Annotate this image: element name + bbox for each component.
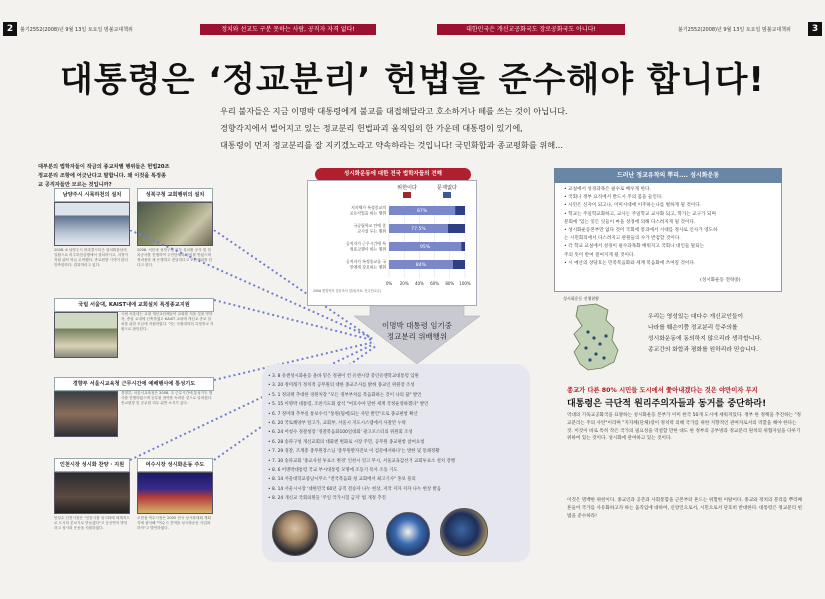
box-snu-title: 국립 서울대, KAIST내에 교회설치 특정종교지원 bbox=[54, 298, 214, 312]
right-red-line: 종교가 다른 80% 시민들 도시에서 쫓아내겠다는 것은 야만이자 무지 bbox=[567, 387, 758, 394]
legend-swatch-2 bbox=[443, 192, 451, 198]
photo-namyangju bbox=[54, 202, 130, 246]
intro-line-2: 경향각지에서 벌어지고 있는 정교분리 헌법파괴 움직임의 한 가운데 대통령이 있기에, bbox=[220, 123, 523, 133]
legend-series-2: 문제없다 bbox=[436, 185, 458, 191]
x-tick-label: 20% bbox=[399, 281, 409, 286]
violation-item: • 3. 20 정미래가 정치적 공무원의 대한 종교조사를 밝혀 종교인 위원장 조성 bbox=[268, 383, 415, 389]
box-education-title: 경향부 서울시교육청 근무시간에 예배행사에 통성기도 bbox=[54, 377, 214, 391]
rootbox-bullets bbox=[564, 186, 776, 268]
category-label: 국공립학교 안에 종 bbox=[353, 223, 386, 228]
connector-line-3 bbox=[214, 300, 372, 340]
left-question: 대부분의 법학자들이 작금의 종교차별 행위들은 헌법20조 정교분리 조항에 어긋난다고 말합니다. 왜 이것을 특정종교 공직자들만 모르는 것입니까? bbox=[38, 164, 170, 188]
right-paragraph-2: 이것은 명백한 위헌이다. 종교인과 공존과 사회통합을 근본부터 흔드는 위험한 이탈이다. 종교와 정치의 분리를 뿌리째 흔들어 국가를 사유화하고자 하는 움직임에 대하여, 신앙인으로서, 시민으로서 단호히 반대한다. 대통령은 정교분리 헌법을 준수하라! bbox=[567, 498, 802, 519]
violation-item: • 6. 24 어청수 경찰청장 '경찰복음화100일대회' 광고포스터의 위원회 조성 bbox=[268, 430, 413, 436]
photo-snu bbox=[54, 312, 118, 358]
arrow-caption bbox=[352, 320, 482, 342]
violation-item: • 8. 14 서울대학교중남시무소 "전국복음화 청 교회에서 최고기사" 홍보 물의 bbox=[268, 477, 416, 483]
data-label: 77.5% bbox=[411, 227, 426, 233]
page-number-left: 2 bbox=[3, 22, 17, 36]
photo-incheon bbox=[54, 472, 130, 514]
box-seongbuk-text: 2008. 서문과 성북구청 일부 설치환 공사 및 설치공사를 진행하여 주민단체의 항의를 받았으며 정비용한 세 은행하고 전달하다고 모금행위를 한다고 한다. bbox=[137, 248, 213, 267]
x-tick-label: 0% bbox=[385, 281, 393, 286]
violation-item: • 5. 15 이명박 대통령, 조찬기도회 참석 "여호수아 말한 세계 국정운영하겠다" 발언 bbox=[268, 402, 429, 408]
rootbox-bullet: • 국회나 정부 요직에서 반드시 주의 몸을 들인다. bbox=[564, 195, 663, 201]
bar-no-problem bbox=[455, 206, 465, 215]
banner-left: 정치와 선교도 구분 못하는 사람, 공직자 자격 없다! bbox=[200, 24, 376, 35]
banner-right: 대한민국은 개신교공화국도 장로공화국도 아니다! bbox=[437, 24, 625, 35]
category-label: 공동사업을 하는 행위 bbox=[349, 210, 386, 216]
intro-line-3: 대통령이 먼저 정교분리를 잘 지키겠노라고 약속하라는 것입니다! 국민화합과 종교평화를 위해... bbox=[220, 140, 563, 150]
box-seongbuk-title: 성북구청 교회행위의 설치 bbox=[137, 188, 213, 202]
right-headline: 대통령은 극단적 원리주의자들과 동거를 중단하라! bbox=[567, 399, 767, 409]
map-label: 성시화운동 진행현황 bbox=[563, 296, 600, 301]
rootbox-bullet: • 시민은 신자이 되고나, 이미시대에 이주하는나를 벌하게 될 것이다. bbox=[564, 203, 702, 209]
arrow-caption-line-2: 정교분리 위배행위 bbox=[386, 332, 448, 341]
data-label: 84% bbox=[415, 263, 427, 269]
violation-item: • 7. 30 송파교회 '종교사설 투표소 변경' 인천시 연고 무시, 서울교육감선거 교회투표소 설치 강행 bbox=[268, 458, 456, 464]
rootbox-bullet: • 교실에서 성경과목은 필수로 배우게 한다. bbox=[564, 187, 651, 192]
map-statement bbox=[648, 312, 808, 356]
photo-education bbox=[54, 391, 118, 437]
box-yeosu-title: 여수시장 성시화운동 주도 bbox=[137, 458, 213, 472]
photo-circle-1 bbox=[272, 510, 318, 556]
category-label: 공직자가 근무시간에 특 bbox=[345, 241, 386, 246]
violation-item: • 7. 29 경찰, 조계총 총무원장스님 '총무원발자진보 이 검문에서하다'는 방한 및 봉쇄정황 bbox=[268, 449, 440, 455]
x-tick-label: 40% bbox=[414, 281, 424, 286]
violation-item: • 8. 6 어명박대통령 국교 부시대통령 모명에 조동기 폭사 조동 기도 bbox=[268, 468, 398, 474]
violation-item: • 3. 8 유엔성시화운동 올바 밑은 정권이 컨 유엔시장 증인유엔학교대통령 입원 bbox=[268, 374, 419, 379]
map-statement-line-1: 우리는 영성있는 대다수 개신교인들이 bbox=[648, 314, 744, 320]
issue-line-left: 불기2552(2008)년 9월 13일 토요일 범불교대책위 bbox=[20, 27, 133, 33]
right-paragraph-1: 역대의 기독교공화국을 표방하는 성시화운동 본부가 이미 한국 50개 도시에 세워져있다. 정부 한 정책을 추진하는 "정교분리는 주의 사탄"이라며 "지자체(단체)장이 정치력 의해 국가를 위한 지향적인 관여자로서의 역할을 해야 한다는 것. 이것이 바로 특히 작은 국가의 필요성을 역설할 만한 대도 한 정부의 공부방과 정교분리 원칙의 위협자일을 다루기 위하여 있는 것이다. 성시화에 관여하고 있는 것이다. bbox=[567, 413, 801, 442]
violation-item: • 6. 28 송파구청 개신교회의 대화엔 변화로 시장 주민, 공무원 종교편항 참여요청 bbox=[268, 439, 425, 445]
x-tick-label: 100% bbox=[459, 281, 471, 286]
x-tick-label: 80% bbox=[445, 281, 455, 286]
violation-item: • 8. 14 서울시시장 '대한민국 60년 공직 전승자 나누 현상, 저작 저자 저자 나누 현상 발음 bbox=[268, 486, 441, 492]
rootbox-source: (성시화운동 전략중) bbox=[700, 278, 741, 283]
data-label: 87% bbox=[416, 209, 428, 215]
arrow-caption-line-1: 이명박 대통령 임기중 bbox=[382, 321, 452, 330]
category-label: 지자체가 특정종교의 bbox=[350, 205, 386, 210]
rootbox-bullet: 주의 뜻이 반여 걸여지게 될 것이다. bbox=[564, 252, 635, 258]
rootbox-bullet: • 학교는 주일학교화하고, 교사는 주일학교 교사화 되고, 학가는 교구가 되며 bbox=[564, 211, 716, 217]
box-namyangju-text: 2008. 6 남양주시 미라클시티즌 설치확을남의 일환으로 어주하천실행에서 설치하시고, 지정이 직원 위탁 학급 수여했다. 종교편향 시각이 많다 망측함하다. 결과하리고 있다. bbox=[54, 248, 128, 267]
chart-note: 2008 범법학자 설문조사 결과(자료: 전국민교수) bbox=[313, 289, 382, 293]
x-tick-label: 60% bbox=[430, 281, 440, 286]
violation-item: • 6. 7 정미래 추부실 통보수석 "통원(팀에)되는 사탄 발언"으로 종교편항 확산 bbox=[268, 411, 418, 417]
rootbox-title: 드러난 정교유착의 뿌리.... 성시화운동 bbox=[554, 168, 782, 183]
bar-chart bbox=[307, 182, 477, 306]
box-incheon-text: 안상수 인천시장은 "인천시를 성시화에 세계적으로 도시의 본보기로 만들겠다"고 공공연히 발언하고 성시화 운동을 지원하였다. bbox=[54, 516, 130, 530]
rootbox-bullet: • 성시화운동본부만 없다 것이 국회에 통과에서 시대를 정사로 인사가 영도하 bbox=[564, 228, 718, 234]
headline: 대통령은 ‘정교분리’ 헌법을 준수해야 합니다! bbox=[60, 60, 765, 100]
legend-swatch-1 bbox=[403, 192, 411, 198]
category-label: 정종교행사 하는 행위 bbox=[349, 246, 386, 252]
photo-circle-2 bbox=[328, 512, 374, 558]
bar-no-problem bbox=[461, 242, 465, 251]
page-number-right: 3 bbox=[808, 22, 822, 36]
rootbox-bullet: 분회에 '있는 잇든 잇들이 마을 성경에 의해 다스려지게 될 것이다. bbox=[564, 219, 696, 225]
map-statement-line-2: 나라를 훼손이쯤 정교분리 등주의를 bbox=[648, 325, 738, 331]
chart-title: 성시화운동에 대한 전국 법학자들의 견해 bbox=[315, 168, 471, 181]
rootbox-bullet: 는 시민회의에서 다스려지고 관원들의 수가 반감할 것이다. bbox=[564, 236, 681, 242]
box-education-text: 경향부, 서울시교육청은 2008. 초 근무시간에 통성기도 행사를 진행하였으며 공무원 참여를 독려한 것으로 알려졌다. 종교편향 및 공무원 의무 위반 소지가 있다. bbox=[121, 391, 213, 405]
violations-list bbox=[268, 372, 524, 504]
photo-circle-3 bbox=[386, 512, 430, 556]
data-label: 95% bbox=[419, 245, 431, 251]
category-label: 교시설 두는 행위 bbox=[357, 228, 386, 234]
intro-line-1: 우리 불자들은 지금 이명박 대통령에게 불교를 대접해달라고 호소하거나 떼를 쓰는 것이 아닙니다. bbox=[220, 106, 568, 116]
map-statement-line-4: 종교간의 화합과 평화를 원하리라 믿습니다. bbox=[648, 347, 759, 353]
violation-item: • 5. 1 정의택 추대한 경원처장 "모든 정부부처를 복음화하는 것이 나의 꿈" 발언 bbox=[268, 392, 422, 398]
issue-line-right: 불기2552(2008)년 9월 13일 토요일 범불교대책위 bbox=[678, 27, 791, 33]
intro-text bbox=[220, 103, 700, 154]
violation-item: • 8. 24 개신교 국회의원들 '주일 국가시험 금지' 법 개정 추진 bbox=[268, 496, 386, 502]
legend-series-1: 위헌이다 bbox=[396, 185, 418, 191]
box-snu-text: 국립 서울대는 교내 개신교단체들이 교회를 지을 것을 약하자, 중앙 교내에 신축하였고 KAIST 교내에 개신교 종교 설치를 위한 모금에 지원하였다. 이는 국립대학의 특정종교 지원으로 판단된다. bbox=[121, 312, 214, 331]
bar-no-problem bbox=[453, 260, 465, 269]
bar-no-problem bbox=[448, 224, 465, 233]
map-statement-line-3: 성시화운동에 동의하지 않으리라 생각합니다. bbox=[648, 336, 762, 342]
rootbox-bullet: • 시 예산의 상당호는 민족복음화와 세계 복음화에 쓰여질 것이다. bbox=[564, 260, 696, 266]
box-namyangju-title: 남양주시 시목하천의 설치 bbox=[54, 188, 130, 202]
korea-map bbox=[556, 302, 636, 374]
photo-circle-4 bbox=[440, 508, 488, 556]
category-label: 공직자가 특정종교를 국 bbox=[345, 259, 386, 264]
category-label: 민에게 강요하는 행위 bbox=[349, 264, 386, 270]
rootbox-bullet: • 각 학교 교실에서 성경이 필수과목화 배워지고 국회나 대인들 말되는 bbox=[564, 244, 705, 250]
violation-item: • 6. 20 국토해양부 알고가, 교회부, 서울시 지도시스템에서 사찰만 누락 bbox=[268, 421, 406, 427]
box-yeosu-text: 오현섭 여수시장은 2005 전국 성시화대회 개회식에 참석해 "여수시 전역을 성시화운동 사업화하자"고 발언하였다. bbox=[137, 516, 211, 530]
box-incheon-title: 인천시장 성시화 찬양 · 지원 bbox=[54, 458, 130, 472]
